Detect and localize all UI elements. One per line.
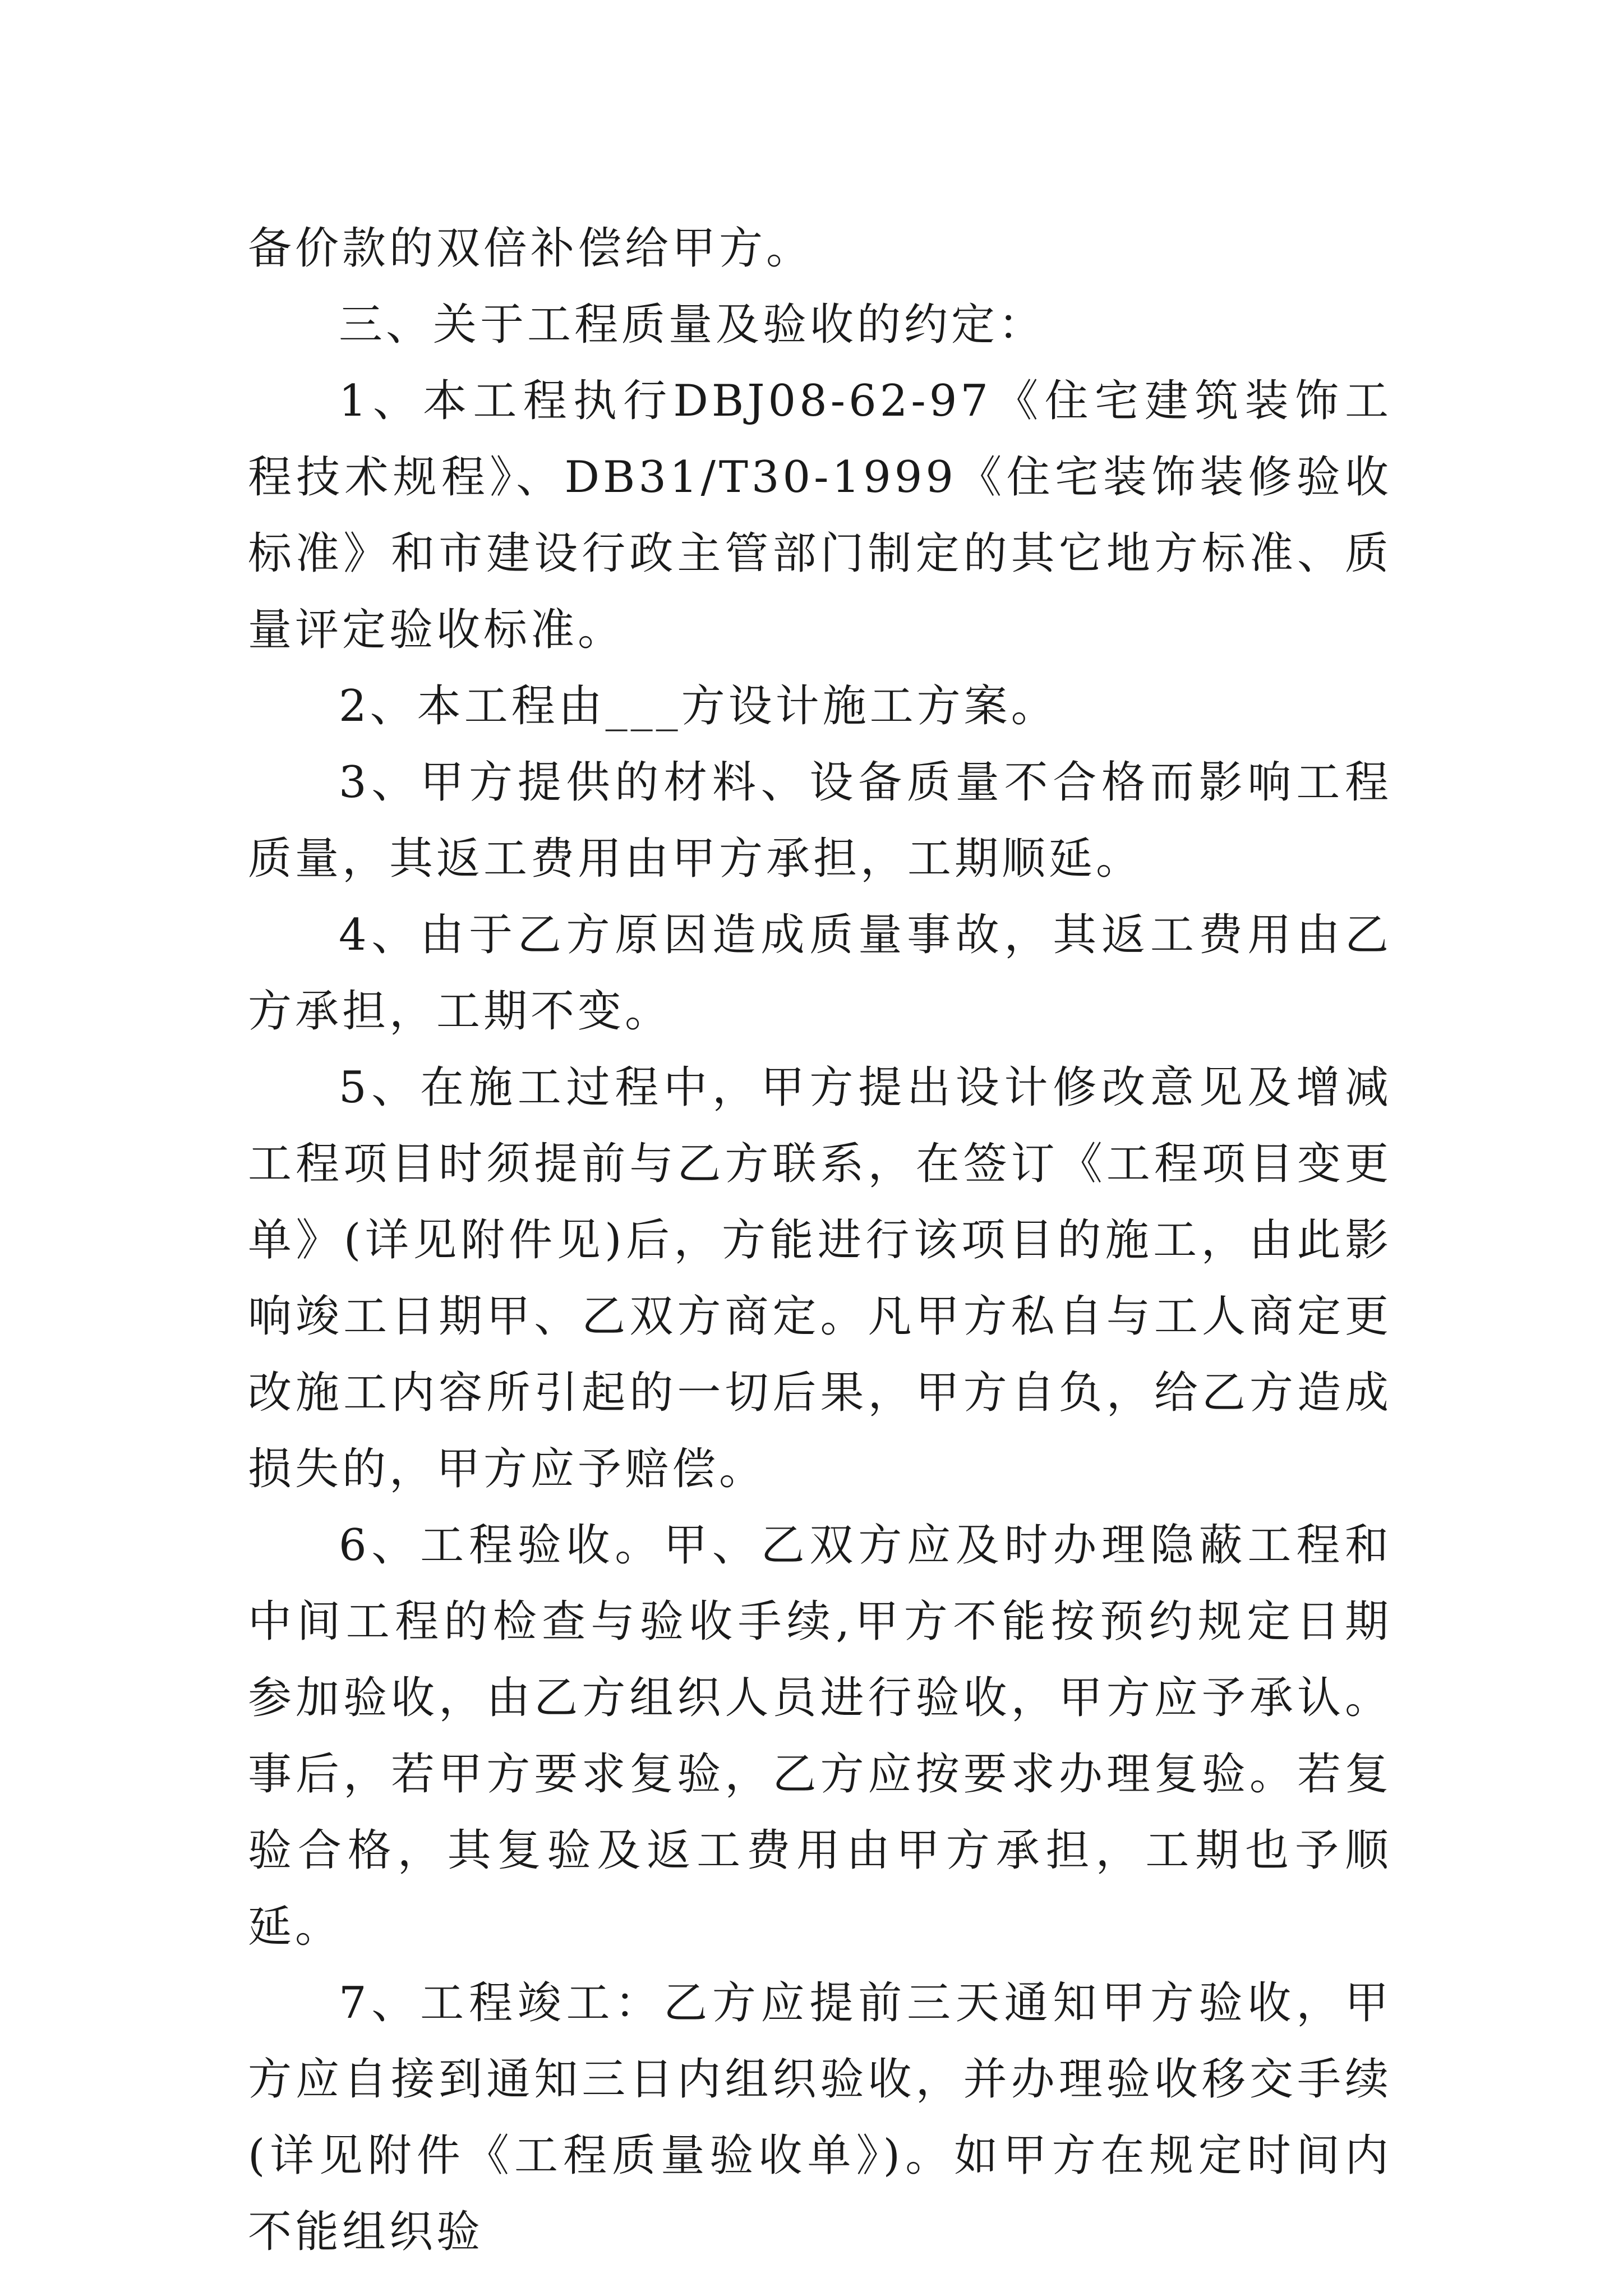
- section-heading-quality: 三、关于工程质量及验收的约定：: [339, 300, 1046, 350]
- paragraph-continuation: 备价款的双倍补偿给甲方。: [248, 223, 814, 274]
- clause-1: 1、本工程执行DBJ08-62-97《住宅建筑装饰工程技术规程》、DB31/T30-1999《住宅装饰装修验收标准》和市建设行政主管部门制定的其它地方标准、质量评定验收标准。: [248, 376, 1392, 655]
- clause-7: 7、工程竣工：乙方应提前三天通知甲方验收，甲方应自接到通知三日内组织验收，并办理验收移交手续(详见附件《工程质量验收单》)。如甲方在规定时间内不能组织验: [248, 1978, 1392, 2257]
- clause-5: 5、在施工过程中，甲方提出设计修改意见及增减工程项目时须提前与乙方联系，在签订《工程项目变更单》(详见附件见)后，方能进行该项目的施工，由此影响竣工日期甲、乙双方商定。凡甲方私自与工人商定更改施工内容所引起的一切后果，甲方自负，给乙方造成损失的，甲方应予赔偿。: [248, 1062, 1392, 1494]
- clause-4: 4、由于乙方原因造成质量事故，其返工费用由乙方承担，工期不变。: [248, 910, 1392, 1037]
- clause-2: 2、本工程由___方设计施工方案。: [339, 681, 1058, 731]
- document-body: [248, 210, 1392, 2270]
- clause-3: 3、甲方提供的材料、设备质量不合格而影响工程质量，其返工费用由甲方承担，工期顺延。: [248, 757, 1392, 884]
- clause-6: 6、工程验收。甲、乙双方应及时办理隐蔽工程和中间工程的检查与验收手续,甲方不能按预约规定日期参加验收，由乙方组织人员进行验收，甲方应予承认。事后，若甲方要求复验，乙方应按要求办理复验。若复验合格，其复验及返工费用由甲方承担，工期也予顺延。: [248, 1520, 1392, 1952]
